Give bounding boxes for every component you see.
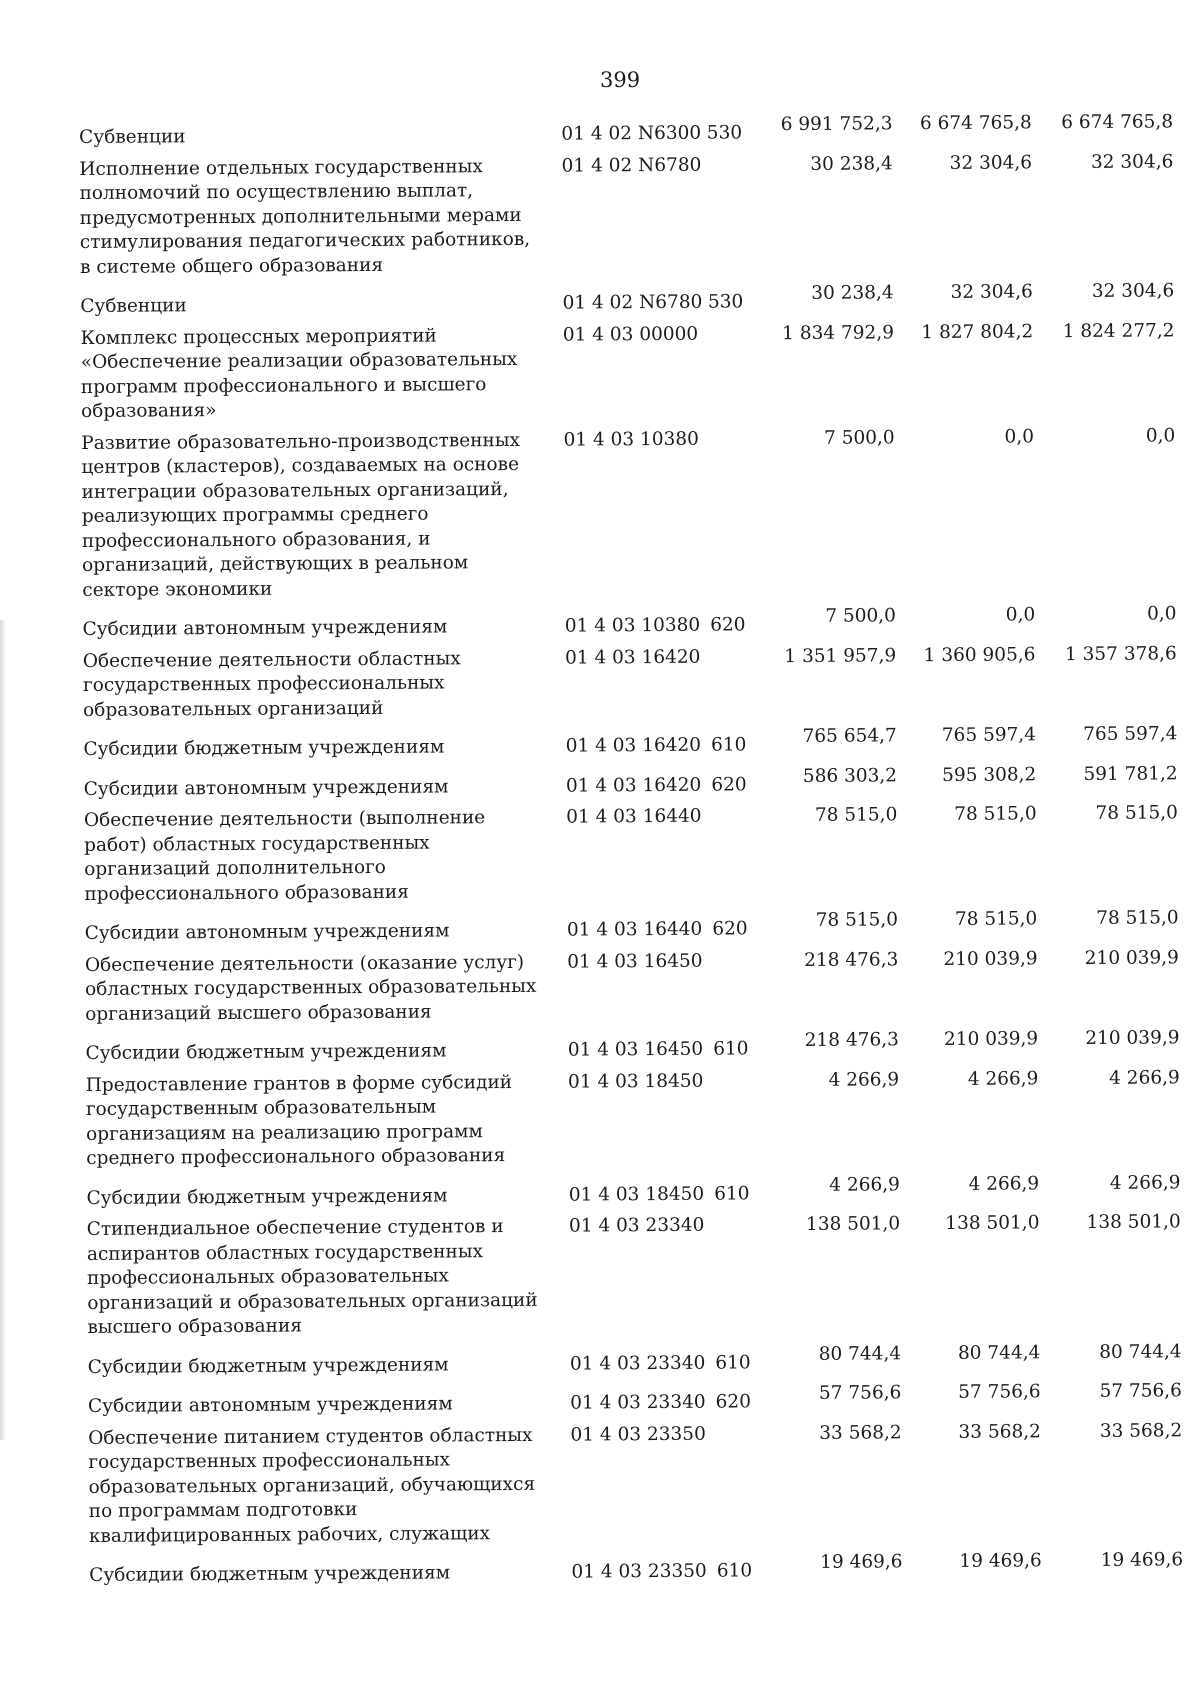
row-code: 01 4 03 18450 <box>567 1070 704 1093</box>
row-amount-year3: 78 515,0 <box>1095 802 1178 824</box>
row-expense-type <box>708 1213 763 1343</box>
row-amount-year2: 32 304,6 <box>949 151 1033 174</box>
row-amount-year2: 4 266,9 <box>967 1067 1039 1090</box>
row-amount-year2: 4 266,9 <box>968 1172 1040 1195</box>
row-amount-year2: 1 827 804,2 <box>921 320 1034 343</box>
row-amount-year3: 1 824 277,2 <box>1062 319 1175 342</box>
row-expense-type: 620 <box>711 773 747 796</box>
row-code: 01 4 03 16440 <box>566 805 702 828</box>
table-row <box>80 319 1181 432</box>
row-amount-year1: 78 515,0 <box>815 909 899 931</box>
row-amount-year2: 210 039,9 <box>943 1028 1039 1050</box>
row-name: Субсидии бюджетным учреждениям <box>86 1184 448 1209</box>
row-code: 01 4 03 16450 <box>567 950 703 973</box>
row-name: Субсидии бюджетным учреждениям <box>85 1040 447 1064</box>
row-code: 01 4 03 23340 <box>569 1352 706 1375</box>
row-name: Обеспечение питанием студентов областных государственных профессиональных образовательных организаций, обучающихся по программам подготовки квалифицированных рабочих, служащих <box>88 1424 536 1547</box>
table-row <box>79 150 1180 287</box>
row-code: 01 4 03 16420 <box>565 734 702 757</box>
row-amount-year1: 586 303,2 <box>802 764 898 787</box>
row-expense-type <box>706 949 761 1030</box>
row-code: 01 4 02 N6780 <box>561 154 702 177</box>
table-row <box>84 801 1185 914</box>
row-amount-year2: 138 501,0 <box>945 1212 1040 1234</box>
row-name: Субвенции <box>79 126 186 148</box>
row-name: Обеспечение деятельности (выполнение работ) областных государственных организаций дополнительного профессионального образования <box>83 807 486 905</box>
row-code: 01 4 03 10380 <box>564 614 701 637</box>
row-expense-type <box>702 322 757 427</box>
row-amount-year1: 7 500,0 <box>823 426 895 449</box>
row-amount-year3: 80 744,4 <box>1099 1340 1182 1363</box>
row-amount-year3: 0,0 <box>1145 424 1176 447</box>
row-name: Субсидии бюджетным учреждениям <box>87 1353 449 1378</box>
row-amount-year1: 78 515,0 <box>814 804 898 826</box>
row-expense-type: 530 <box>706 122 743 144</box>
row-expense-type <box>710 1422 765 1552</box>
row-amount-year3: 78 515,0 <box>1096 907 1179 929</box>
row-amount-year2: 19 469,6 <box>959 1550 1042 1572</box>
scan-edge-shadow <box>0 620 6 1440</box>
row-amount-year3: 32 304,6 <box>1090 150 1174 173</box>
row-amount-year3: 0,0 <box>1146 603 1177 625</box>
row-name: Обеспечение деятельности (оказание услуг) областных государственных образовательных организаций высшего образования <box>84 951 537 1025</box>
row-expense-type <box>705 804 760 909</box>
row-name: Субсидии бюджетным учреждениям <box>83 736 445 760</box>
row-expense-type: 610 <box>715 1351 751 1374</box>
row-name: Развитие образовательно-производственных центров (кластеров), создаваемых на основе интеграции образовательных организаций, реализующих программы среднего профессионального образования, и организаций, действующих в реальном секторе экономики <box>81 429 521 601</box>
row-amount-year3: 19 469,6 <box>1100 1549 1184 1571</box>
row-amount-year1: 1 834 792,9 <box>782 321 895 344</box>
page-number: 399 <box>600 68 641 92</box>
row-expense-type <box>703 427 759 606</box>
row-amount-year3: 210 039,9 <box>1084 946 1179 969</box>
row-amount-year1: 1 351 957,9 <box>784 644 897 667</box>
table-row <box>86 1066 1187 1179</box>
row-code: 01 4 03 16440 <box>566 918 703 941</box>
row-name: Субсидии бюджетным учреждениям <box>89 1562 451 1586</box>
table-row <box>81 424 1182 610</box>
row-amount-year3: 591 781,2 <box>1083 762 1178 785</box>
row-expense-type <box>704 645 759 726</box>
row-expense-type <box>701 153 756 283</box>
row-name: Субсидии автономным учреждениям <box>84 920 450 944</box>
row-name: Исполнение отдельных государственных полномочий по осуществлению выплат, предусмотренных дополнительными мерами стимулирования педагогических работников, в системе общего образования <box>79 155 531 278</box>
row-amount-year1: 33 568,2 <box>819 1421 902 1444</box>
row-name: Субсидии автономным учреждениям <box>82 616 448 640</box>
row-name: Субвенции <box>80 295 187 317</box>
row-amount-year1: 6 991 752,3 <box>780 113 893 136</box>
table-row <box>85 946 1186 1034</box>
row-expense-type: 610 <box>713 1038 749 1060</box>
table-body <box>79 110 1189 1595</box>
row-code: 01 4 03 23350 <box>571 1560 707 1583</box>
row-code: 01 4 02 N6780 <box>562 291 703 314</box>
row-amount-year2: 1 360 905,6 <box>923 643 1036 666</box>
row-amount-year3: 33 568,2 <box>1099 1419 1183 1442</box>
row-code: 01 4 03 18450 <box>568 1183 705 1206</box>
row-expense-type: 610 <box>710 734 747 756</box>
row-amount-year2: 78 515,0 <box>954 908 1038 930</box>
row-amount-year3: 32 304,6 <box>1091 280 1175 302</box>
row-amount-year1: 7 500,0 <box>825 605 896 627</box>
row-amount-year1: 4 266,9 <box>829 1173 900 1196</box>
row-amount-year2: 80 744,4 <box>957 1341 1041 1364</box>
row-expense-type: 610 <box>714 1182 750 1205</box>
row-code: 01 4 03 23350 <box>570 1423 706 1446</box>
row-amount-year1: 19 469,6 <box>820 1551 903 1573</box>
row-amount-year2: 57 756,6 <box>958 1381 1041 1403</box>
budget-table <box>79 110 1189 1595</box>
row-code: 01 4 03 10380 <box>563 428 699 451</box>
row-amount-year1: 30 238,4 <box>811 282 894 304</box>
row-amount-year3: 4 266,9 <box>1109 1066 1180 1089</box>
row-amount-year2: 33 568,2 <box>958 1420 1041 1443</box>
row-amount-year3: 57 756,6 <box>1099 1380 1182 1402</box>
row-expense-type: 620 <box>715 1391 752 1413</box>
row-amount-year3: 765 597,4 <box>1083 723 1178 746</box>
row-expense-type: 620 <box>712 918 748 940</box>
row-amount-year2: 0,0 <box>1005 604 1036 626</box>
row-amount-year1: 218 476,3 <box>804 948 899 971</box>
row-expense-type: 620 <box>710 614 746 636</box>
row-amount-year3: 138 501,0 <box>1086 1211 1181 1233</box>
table-row <box>88 1419 1189 1556</box>
row-code: 01 4 03 23340 <box>568 1214 705 1237</box>
table-row <box>89 1548 1189 1595</box>
row-amount-year1: 138 501,0 <box>805 1213 901 1235</box>
row-amount-year2: 78 515,0 <box>954 803 1037 825</box>
row-amount-year3: 6 674 765,8 <box>1061 111 1174 134</box>
row-amount-year1: 80 744,4 <box>818 1342 902 1365</box>
row-expense-type: 530 <box>707 291 744 313</box>
row-amount-year3: 210 039,9 <box>1085 1027 1180 1049</box>
row-code: 01 4 03 23340 <box>570 1391 706 1414</box>
table-row <box>83 642 1184 730</box>
row-code: 01 4 03 16450 <box>567 1038 704 1061</box>
row-amount-year1: 4 266,9 <box>828 1068 900 1091</box>
row-code: 01 4 03 00000 <box>562 323 699 346</box>
row-name: Субсидии автономным учреждениям <box>83 775 449 800</box>
row-amount-year3: 1 357 378,6 <box>1064 642 1177 665</box>
row-expense-type <box>707 1069 762 1174</box>
row-name: Предоставление грантов в форме субсидий государственным образовательным организациям на реализацию программ среднего профессионального образования <box>85 1071 513 1169</box>
row-code: 01 4 03 16420 <box>565 774 702 797</box>
row-amount-year2: 6 674 765,8 <box>919 112 1032 135</box>
row-amount-year2: 0,0 <box>1004 425 1035 448</box>
row-amount-year3: 4 266,9 <box>1109 1171 1181 1194</box>
row-name: Обеспечение деятельности областных государственных профессиональных образовательных организаций <box>82 647 461 721</box>
row-amount-year2: 32 304,6 <box>950 281 1033 303</box>
row-name: Стипендиальное обеспечение студентов и аспирантов областных государственных профессиональных образовательных организаций и образовательных организаций высшего образования <box>86 1216 538 1338</box>
row-name: Субсидии автономным учреждениям <box>87 1393 453 1417</box>
row-expense-type: 610 <box>716 1560 753 1582</box>
row-amount-year1: 765 654,7 <box>802 725 897 747</box>
row-amount-year2: 765 597,4 <box>941 724 1037 746</box>
table-row <box>87 1210 1188 1347</box>
row-amount-year1: 57 756,6 <box>818 1382 902 1404</box>
row-code: 01 4 03 16420 <box>564 646 701 669</box>
row-amount-year1: 30 238,4 <box>810 152 893 175</box>
row-amount-year2: 595 308,2 <box>942 763 1037 786</box>
row-name: Комплекс процессных мероприятий «Обеспечение реализации образовательных программ профессионального и высшего образования» <box>80 325 518 422</box>
row-amount-year1: 218 476,3 <box>804 1029 899 1051</box>
row-amount-year2: 210 039,9 <box>943 947 1038 970</box>
row-code: 01 4 02 N6300 <box>561 122 702 145</box>
